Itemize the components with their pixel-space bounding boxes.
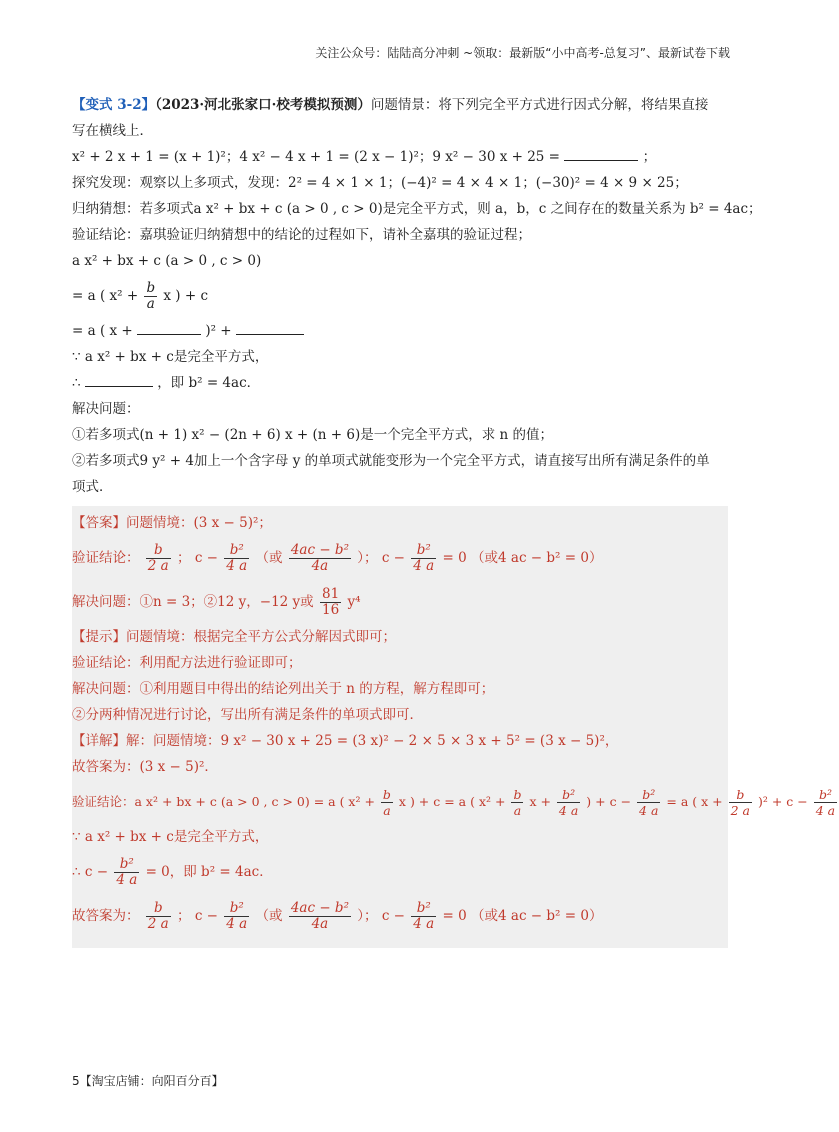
- step-2: [72, 274, 728, 318]
- fraction-b-over-2a: [146, 543, 171, 574]
- fraction-b2-over-4a-8: [411, 901, 436, 932]
- fraction-denominator: 16: [321, 602, 340, 618]
- fraction-alt-2: [289, 901, 351, 932]
- c-minus-4: c −: [381, 908, 405, 924]
- fraction-numerator: b: [146, 280, 156, 296]
- explore-line: 探究发现：观察以上多项式，发现：2² = 4 × 1 × 1；(−4)² = 4 × 4 × 1；(−30)² = 4 × 9 × 25；: [72, 175, 688, 191]
- fraction-numerator: b²: [411, 901, 436, 917]
- fraction-numerator: b²: [224, 901, 249, 917]
- fraction-b-over-2a-3: [146, 901, 171, 932]
- answer-line-3: [72, 580, 728, 624]
- separator: ；: [177, 908, 191, 924]
- problem-tag: 【变式 3-2】: [72, 97, 156, 113]
- fraction-denominator: 4 a: [815, 803, 836, 818]
- detail-line-3: [72, 780, 836, 824]
- question-2-cont: 项式．: [72, 479, 113, 495]
- problem-intro-2: 写在横线上．: [72, 123, 153, 139]
- detail-tag: 【详解】: [72, 733, 126, 749]
- or-zero: （或4 ac − b² = 0）: [471, 550, 603, 566]
- fraction-denominator: 4 a: [413, 916, 435, 932]
- hint-line-3: 解决问题：①利用题目中得出的结论列出关于 n 的方程，解方程即可；: [72, 681, 495, 697]
- detail-line-6: [72, 894, 728, 938]
- hint-line-4: ②分两种情况进行讨论，写出所有满足条件的单项式即可．: [72, 707, 423, 723]
- answer-blank-2[interactable]: [137, 320, 201, 335]
- hint-tag: 【提示】: [72, 629, 126, 645]
- fraction-numerator: 4ac − b²: [290, 542, 349, 558]
- or-open-2: （或: [255, 908, 283, 924]
- step-1: a x² + bx + c (a > 0 , c > 0): [72, 253, 262, 269]
- answer-verify-label: 验证结论：: [72, 550, 140, 566]
- detail-3e: = a ( x +: [666, 794, 723, 809]
- question-1: ①若多项式(n + 1) x² − (2n + 6) x + (n + 6)是一个完全平方式，求 n 的值；: [72, 427, 554, 443]
- detail-line-1: [72, 728, 728, 754]
- fraction-denominator: 2 a: [730, 803, 751, 818]
- fraction-denominator: 4 a: [639, 803, 659, 818]
- fraction-numerator: b²: [557, 787, 580, 803]
- hint-text-1: 问题情境：根据完全平方公式分解因式即可；: [126, 629, 396, 645]
- fraction-denominator: 4 a: [116, 872, 138, 888]
- answer-solve-text: 解决问题：①n = 3；②12 y，−12 y或: [72, 594, 314, 610]
- fraction-denominator: 4 a: [413, 558, 435, 574]
- header-note: 关注公众号：陆陆高分冲刺 ~领取：最新版“小中高考-总复习”、最新试卷下载: [315, 46, 730, 60]
- or-close-2: ）；: [357, 908, 378, 924]
- or-close: ）；: [357, 550, 378, 566]
- fraction-denominator: 4 a: [558, 803, 579, 818]
- step-3-mid: )² +: [205, 323, 232, 339]
- step-5-post: ，即 b² = 4ac．: [157, 375, 261, 391]
- detail-line-2: 故答案为：(3 x − 5)²．: [72, 759, 218, 775]
- fraction-81-over-16: [320, 587, 341, 618]
- answer-tag: 【答案】: [72, 515, 126, 531]
- fraction-numerator: b: [729, 787, 752, 803]
- answer-blank-3[interactable]: [236, 320, 304, 335]
- fraction-denominator: 2 a: [147, 916, 169, 932]
- footer-shop: 5【淘宝店铺：向阳百分百】: [72, 1074, 224, 1088]
- step-3-pre: = a ( x +: [72, 323, 133, 339]
- c-minus: c −: [194, 550, 218, 566]
- fraction-numerator: b: [146, 901, 171, 917]
- fraction-b-over-a-2: [511, 787, 523, 818]
- fraction-b2-over-4a-2: [411, 543, 436, 574]
- fraction-b-over-a: [144, 281, 157, 312]
- detail-3d: ) + c −: [586, 794, 632, 809]
- detail-text-1: 解：问题情境：9 x² − 30 x + 25 = (3 x)² − 2 × 5 × 3 x + 5² = (3 x − 5)²，: [126, 733, 619, 749]
- detail-5-pre: ∴ c −: [72, 864, 109, 880]
- separator: ；: [177, 550, 191, 566]
- fraction-denominator: 4a: [311, 558, 329, 574]
- problem-intro: 问题情景：将下列完全平方式进行因式分解，将结果直接: [370, 97, 709, 113]
- fraction-numerator: b²: [637, 787, 660, 803]
- fraction-numerator: b: [513, 787, 522, 802]
- page-content: [72, 92, 836, 948]
- question-2: ②若多项式9 y² + 4加上一个含字母 y 的单项式就能变形为一个完全平方式，请直接写出所有满足条件的单: [72, 453, 710, 469]
- fraction-numerator: b²: [814, 787, 837, 803]
- examples-end: ；: [642, 149, 657, 165]
- c-minus-2: c −: [381, 550, 405, 566]
- fraction-b-over-2a-2: [729, 787, 752, 818]
- detail-line-5: [72, 850, 728, 894]
- answer-text-1: 问题情境：(3 x − 5)²；: [126, 515, 272, 531]
- step-5: [72, 370, 728, 396]
- detail-5-post: = 0，即 b² = 4ac．: [145, 864, 273, 880]
- fraction-numerator: 4ac − b²: [290, 900, 349, 916]
- fraction-numerator: b²: [411, 543, 436, 559]
- examples-text: x² + 2 x + 1 = (x + 1)²；4 x² − 4 x + 1 = (2 x − 1)²；9 x² − 30 x + 25 =: [72, 149, 560, 165]
- step-3: [72, 318, 728, 344]
- detail-3b: x ) + c = a ( x² +: [398, 794, 506, 809]
- fraction-denominator: 2 a: [147, 558, 169, 574]
- fraction-numerator: b: [382, 787, 391, 802]
- fraction-denominator: a: [146, 296, 155, 312]
- step-2-post: x ) + c: [163, 288, 209, 304]
- answer-line-1: [72, 510, 728, 536]
- fraction-b2-over-4a-6: [114, 857, 139, 888]
- c-minus-3: c −: [194, 908, 218, 924]
- fraction-denominator: 4 a: [226, 916, 248, 932]
- guess-line: 归纳猜想：若多项式a x² + bx + c (a > 0 , c > 0)是完全平方式，则 a，b，c 之间存在的数量关系为 b² = 4ac；: [72, 201, 762, 217]
- step-5-pre: ∴: [72, 375, 81, 391]
- fraction-b2-over-4a: [224, 543, 249, 574]
- fraction-denominator: 4 a: [226, 558, 248, 574]
- hint-line-1: [72, 624, 728, 650]
- fraction-b2-over-4a-3: [557, 787, 580, 818]
- hint-line-2: 验证结论：利用配方法进行验证即可；: [72, 655, 302, 671]
- eq-zero: = 0: [442, 550, 467, 566]
- fraction-b2-over-4a-4: [637, 787, 660, 818]
- eq-zero-2: = 0: [442, 908, 467, 924]
- answer-solve-post: y⁴: [347, 594, 361, 610]
- detail-3a: 验证结论：a x² + bx + c (a > 0 , c > 0) = a ( x² +: [72, 794, 375, 809]
- detail-line-4: ∵ a x² + bx + c是完全平方式，: [72, 829, 269, 845]
- problem-source: （2023·河北张家口·校考模拟预测）: [155, 97, 371, 113]
- answer-blank-4[interactable]: [85, 372, 153, 387]
- or-open: （或: [255, 550, 283, 566]
- fraction-b2-over-4a-7: [224, 901, 249, 932]
- answer-line-2: [72, 536, 728, 580]
- fraction-numerator: b: [146, 543, 171, 559]
- fraction-denominator: a: [513, 803, 522, 818]
- detail-6-label: 故答案为：: [72, 908, 140, 924]
- examples-line: [72, 144, 728, 170]
- step-4: ∵ a x² + bx + c是完全平方式，: [72, 349, 269, 365]
- answer-box: [72, 506, 836, 948]
- detail-3f: )² + c −: [758, 794, 808, 809]
- fraction-denominator: a: [383, 803, 391, 818]
- answer-blank-1[interactable]: [564, 146, 638, 161]
- fraction-denominator: 4a: [311, 916, 329, 932]
- step-2-pre: = a ( x² +: [72, 288, 139, 304]
- or-zero-2: （或4 ac − b² = 0）: [471, 908, 603, 924]
- fraction-numerator: b²: [224, 543, 249, 559]
- fraction-b-over-a-1: [381, 787, 393, 818]
- solve-title: 解决问题：: [72, 401, 140, 417]
- fraction-b2-over-4a-5: [814, 787, 837, 818]
- fraction-alt: [289, 543, 351, 574]
- verify-line: 验证结论：嘉琪验证归纳猜想中的结论的过程如下，请补全嘉琪的验证过程；: [72, 227, 531, 243]
- fraction-numerator: 81: [321, 586, 340, 602]
- detail-3c: x +: [529, 794, 551, 809]
- fraction-numerator: b²: [114, 857, 139, 873]
- problem-intro-line: [72, 92, 728, 118]
